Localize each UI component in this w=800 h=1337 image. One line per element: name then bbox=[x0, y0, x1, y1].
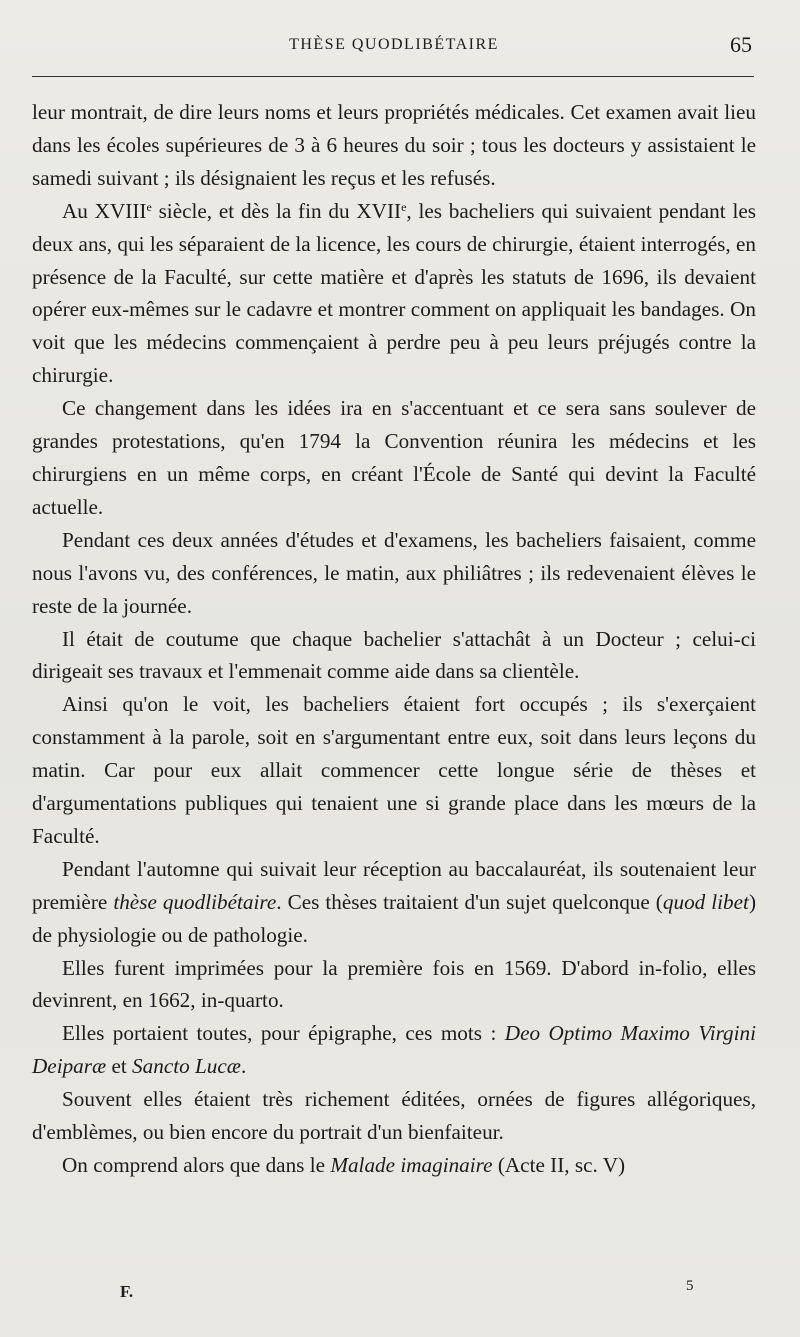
text-run: Elles furent imprimées pour la première fois en 1569. D'abord in-folio, elles devinrent, en 1662, in-quarto. bbox=[32, 955, 756, 1013]
paragraph bbox=[32, 195, 756, 392]
paragraph bbox=[32, 1017, 756, 1083]
paragraph bbox=[32, 623, 756, 689]
paragraph bbox=[32, 392, 756, 524]
italic-text: Malade imaginaire bbox=[330, 1153, 493, 1177]
paragraph bbox=[32, 688, 756, 853]
text-run: Il était de coutume que chaque bachelier s'attachât à un Docteur ; celui-ci dirigeait ses travaux et l'emmenait comme aide dans sa clientèle. bbox=[32, 626, 756, 684]
italic-text: quod libet bbox=[662, 889, 749, 914]
text-run: Elles portaient toutes, pour épigraphe, ces mots : bbox=[62, 1021, 505, 1046]
header-rule bbox=[32, 76, 754, 77]
italic-text: Sancto Lucæ bbox=[132, 1054, 241, 1079]
page-number: 65 bbox=[730, 32, 752, 57]
text-run: Au XVIII bbox=[62, 198, 147, 223]
text-run: ) de physiologie ou de pathologie. bbox=[32, 889, 756, 947]
paragraph bbox=[32, 524, 756, 623]
text-run: Pendant l'automne qui suivait leur réception au baccalauréat, ils soutenaient leur première bbox=[32, 856, 756, 914]
superscript-text: e bbox=[401, 199, 407, 214]
text-run: . Ces thèses traitaient d'un sujet quelconque ( bbox=[276, 889, 663, 914]
paragraph bbox=[32, 1083, 756, 1149]
text-run: et bbox=[106, 1054, 133, 1079]
text-run: Pendant ces deux années d'études et d'examens, les bacheliers faisaient, comme nous l'avons vu, des conférences, le matin, aux philiâtres ; ils redevenaient élèves le reste de la journée. bbox=[32, 527, 756, 618]
text-run: On comprend alors que dans le bbox=[62, 1153, 331, 1177]
paragraph bbox=[32, 952, 756, 1018]
signature-mark-right: 5 bbox=[686, 1278, 694, 1294]
text-run: Souvent elles étaient très richement éditées, ornées de figures allégoriques, d'emblèmes, ou bien encore du portrait d'un bienfaiteur. bbox=[32, 1087, 756, 1145]
superscript-text: e bbox=[146, 199, 152, 214]
text-run: Ce changement dans les idées ira en s'accentuant et ce sera sans soulever de grandes protestations, qu'en 1794 la Convention réunira les médecins et les chirurgiens en un même corps, en créant l'École de Santé qui devint la Faculté actuelle. bbox=[32, 396, 756, 519]
text-run: . bbox=[240, 1054, 247, 1079]
text-run: leur montrait, de dire leurs noms et leurs propriétés médicales. Cet examen avait lieu dans les écoles supérieures de 3 à 6 heures du soir ; tous les docteurs y assistaient le samedi suivant ; ils désignaient les reçus et les refusés. bbox=[32, 100, 756, 190]
text-run: siècle, et dès la fin du XVII bbox=[151, 198, 402, 223]
running-title: THÈSE QUODLIBÉTAIRE bbox=[289, 36, 499, 53]
paragraph bbox=[32, 96, 756, 195]
paragraph bbox=[32, 1149, 756, 1182]
text-run: Ainsi qu'on le voit, les bacheliers étaient fort occupés ; ils s'exerçaient constamment à la parole, soit en s'argumentant entre eux, soit dans leurs leçons du matin. Car pour eux allait commencer cette longue série de thèses et d'argumentations publiques qui tenaient une si grande place dans les mœurs de la Faculté. bbox=[32, 692, 756, 848]
italic-text: thèse quodlibétaire bbox=[113, 889, 277, 914]
text-run: , les bacheliers qui suivaient pendant les deux ans, qui les séparaient de la licence, les cours de chirurgie, étaient interrogés, en présence de la Faculté, sur cette matière et d'après les statuts de 1696, ils devaient opérer eux-mêmes sur le cadavre et montrer comment on appliquait les bandages. On voit que les médecins commençaient à perdre peu à peu leurs préjugés contre la chirurgie. bbox=[32, 198, 756, 388]
text-run: (Acte II, sc. V) bbox=[492, 1153, 626, 1177]
page-header bbox=[32, 28, 756, 68]
signature-mark-left: F. bbox=[120, 1282, 134, 1301]
body-text bbox=[32, 96, 756, 1182]
page-footer bbox=[32, 1278, 756, 1308]
italic-text: Deo Optimo Maximo Virgini Deiparæ bbox=[32, 1021, 756, 1079]
paragraph bbox=[32, 853, 756, 952]
